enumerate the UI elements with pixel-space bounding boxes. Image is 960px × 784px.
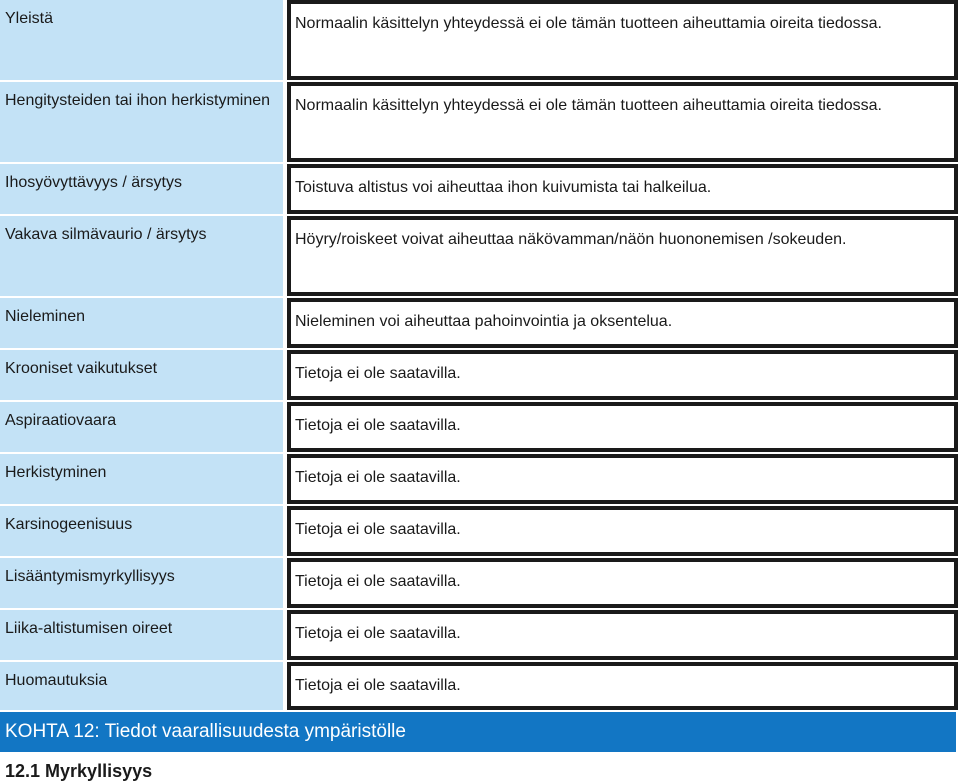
table-row <box>0 216 958 296</box>
row-value: Tietoja ei ole saatavilla. <box>287 558 958 608</box>
table-row <box>0 164 958 214</box>
row-label: Liika-altistumisen oireet <box>0 610 283 660</box>
section-heading: KOHTA 12: Tiedot vaarallisuudesta ympäristölle <box>0 712 956 752</box>
row-value: Höyry/roiskeet voivat aiheuttaa näkövamman/näön huononemisen /sokeuden. <box>287 216 958 296</box>
table-row <box>0 662 958 710</box>
row-label: Huomautuksia <box>0 662 283 710</box>
row-label: Karsinogeenisuus <box>0 506 283 556</box>
row-value: Tietoja ei ole saatavilla. <box>287 402 958 452</box>
row-value: Normaalin käsittelyn yhteydessä ei ole tämän tuotteen aiheuttamia oireita tiedossa. <box>287 0 958 80</box>
row-value: Toistuva altistus voi aiheuttaa ihon kuivumista tai halkeilua. <box>287 164 958 214</box>
table-row <box>0 350 958 400</box>
row-label: Herkistyminen <box>0 454 283 504</box>
row-label: Nieleminen <box>0 298 283 348</box>
row-label: Aspiraatiovaara <box>0 402 283 452</box>
row-label: Yleistä <box>0 0 283 80</box>
table-row <box>0 506 958 556</box>
row-value: Tietoja ei ole saatavilla. <box>287 662 958 710</box>
table-row <box>0 454 958 504</box>
table-row <box>0 0 958 80</box>
row-value: Tietoja ei ole saatavilla. <box>287 506 958 556</box>
row-value: Normaalin käsittelyn yhteydessä ei ole tämän tuotteen aiheuttamia oireita tiedossa. <box>287 82 958 162</box>
row-label: Lisääntymismyrkyllisyys <box>0 558 283 608</box>
table-row <box>0 82 958 162</box>
table-row <box>0 610 958 660</box>
row-label: Ihosyövyttävyys / ärsytys <box>0 164 283 214</box>
subsection-heading: 12.1 Myrkyllisyys <box>5 761 153 781</box>
row-value: Nieleminen voi aiheuttaa pahoinvointia ja oksentelua. <box>287 298 958 348</box>
table-row <box>0 402 958 452</box>
row-label: Krooniset vaikutukset <box>0 350 283 400</box>
row-value: Tietoja ei ole saatavilla. <box>287 350 958 400</box>
table-row <box>0 298 958 348</box>
row-label: Vakava silmävaurio / ärsytys <box>0 216 283 296</box>
table-row <box>0 558 958 608</box>
row-label: Hengitysteiden tai ihon herkistyminen <box>0 82 283 162</box>
row-value: Tietoja ei ole saatavilla. <box>287 454 958 504</box>
row-value: Tietoja ei ole saatavilla. <box>287 610 958 660</box>
